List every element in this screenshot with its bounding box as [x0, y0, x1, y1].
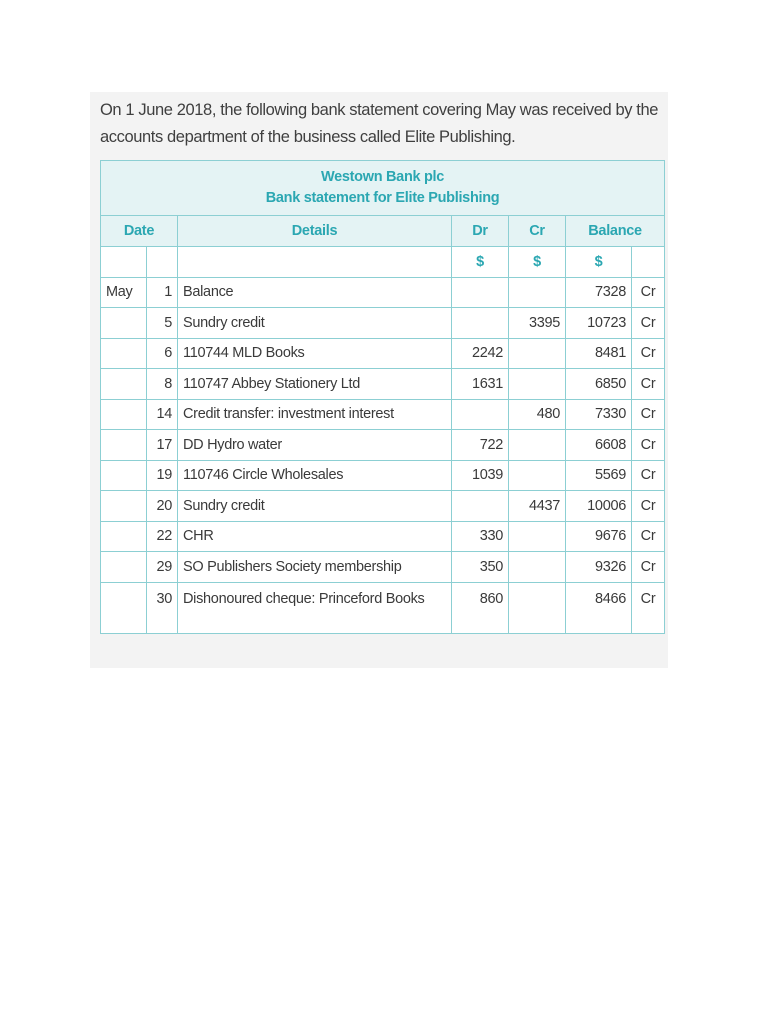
row-day: 29: [147, 552, 178, 583]
row-balance: 7328: [566, 277, 632, 308]
row-balance: 9676: [566, 521, 632, 552]
row-dr: 1631: [452, 369, 509, 400]
table-row: [101, 369, 665, 400]
table-row: [101, 277, 665, 308]
row-month: [101, 582, 147, 633]
row-balance-type: Cr: [632, 491, 665, 522]
unit-cr: $: [509, 247, 566, 278]
header-cr: Cr: [509, 216, 566, 247]
row-details: Credit transfer: investment interest: [178, 399, 452, 430]
units-row: [101, 247, 665, 278]
units-empty: [178, 247, 452, 278]
statement-rows: [101, 277, 665, 633]
row-day: 5: [147, 308, 178, 339]
intro-paragraph: On 1 June 2018, the following bank statement covering May was received by the accounts department of the business called Elite Publishing.: [100, 101, 659, 146]
row-month: [101, 460, 147, 491]
row-dr: 722: [452, 430, 509, 461]
row-day: 30: [147, 582, 178, 633]
row-day: 17: [147, 430, 178, 461]
unit-balance: $: [566, 247, 632, 278]
row-details: Balance: [178, 277, 452, 308]
row-month: [101, 369, 147, 400]
row-cr: 3395: [509, 308, 566, 339]
row-dr: [452, 399, 509, 430]
unit-dr: $: [452, 247, 509, 278]
row-cr: [509, 521, 566, 552]
row-balance: 10723: [566, 308, 632, 339]
row-month: May: [101, 277, 147, 308]
row-dr: 1039: [452, 460, 509, 491]
row-cr: [509, 552, 566, 583]
row-details: CHR: [178, 521, 452, 552]
row-cr: [509, 369, 566, 400]
row-cr: 480: [509, 399, 566, 430]
header-date: Date: [101, 216, 178, 247]
row-balance: 8466: [566, 582, 632, 633]
row-balance: 10006: [566, 491, 632, 522]
row-balance: 9326: [566, 552, 632, 583]
table-row: [101, 399, 665, 430]
bank-name: Westown Bank plc: [321, 169, 445, 185]
bank-statement-table: [100, 160, 665, 634]
header-balance: Balance: [566, 216, 665, 247]
row-month: [101, 308, 147, 339]
row-day: 14: [147, 399, 178, 430]
row-details: Dishonoured cheque: Princeford Books: [178, 582, 452, 633]
row-month: [101, 430, 147, 461]
row-cr: [509, 582, 566, 633]
table-row: [101, 491, 665, 522]
table-row: [101, 308, 665, 339]
row-details: Sundry credit: [178, 491, 452, 522]
statement-subtitle: Bank statement for Elite Publishing: [265, 190, 500, 206]
row-balance-type: Cr: [632, 308, 665, 339]
row-day: 6: [147, 338, 178, 369]
row-dr: 2242: [452, 338, 509, 369]
row-details: 110744 MLD Books: [178, 338, 452, 369]
table-row: [101, 460, 665, 491]
row-day: 22: [147, 521, 178, 552]
row-day: 1: [147, 277, 178, 308]
table-row: [101, 430, 665, 461]
row-dr: 350: [452, 552, 509, 583]
row-balance-type: Cr: [632, 369, 665, 400]
row-cr: [509, 338, 566, 369]
row-day: 8: [147, 369, 178, 400]
units-empty: [101, 247, 147, 278]
row-details: SO Publishers Society membership: [178, 552, 452, 583]
row-balance-type: Cr: [632, 399, 665, 430]
row-details: Sundry credit: [178, 308, 452, 339]
row-details: 110746 Circle Wholesales: [178, 460, 452, 491]
row-day: 19: [147, 460, 178, 491]
row-cr: 4437: [509, 491, 566, 522]
row-dr: [452, 491, 509, 522]
row-dr: 860: [452, 582, 509, 633]
row-balance: 6850: [566, 369, 632, 400]
header-dr: Dr: [452, 216, 509, 247]
table-row: [101, 338, 665, 369]
row-balance-type: Cr: [632, 582, 665, 633]
row-balance-type: Cr: [632, 521, 665, 552]
row-balance-type: Cr: [632, 338, 665, 369]
row-balance: 7330: [566, 399, 632, 430]
row-balance-type: Cr: [632, 430, 665, 461]
row-details: DD Hydro water: [178, 430, 452, 461]
table-row: [101, 552, 665, 583]
row-balance-type: Cr: [632, 277, 665, 308]
row-month: [101, 399, 147, 430]
row-dr: 330: [452, 521, 509, 552]
table-row: [101, 521, 665, 552]
row-dr: [452, 277, 509, 308]
units-empty: [632, 247, 665, 278]
row-balance-type: Cr: [632, 552, 665, 583]
row-balance: 5569: [566, 460, 632, 491]
row-month: [101, 552, 147, 583]
units-empty: [147, 247, 178, 278]
row-balance-type: Cr: [632, 460, 665, 491]
header-details: Details: [178, 216, 452, 247]
row-cr: [509, 460, 566, 491]
row-day: 20: [147, 491, 178, 522]
row-dr: [452, 308, 509, 339]
row-month: [101, 491, 147, 522]
row-month: [101, 521, 147, 552]
row-details: 110747 Abbey Stationery Ltd: [178, 369, 452, 400]
statement-title: [101, 161, 665, 216]
row-balance: 8481: [566, 338, 632, 369]
row-cr: [509, 430, 566, 461]
row-cr: [509, 277, 566, 308]
table-row: [101, 582, 665, 633]
row-balance: 6608: [566, 430, 632, 461]
row-month: [101, 338, 147, 369]
